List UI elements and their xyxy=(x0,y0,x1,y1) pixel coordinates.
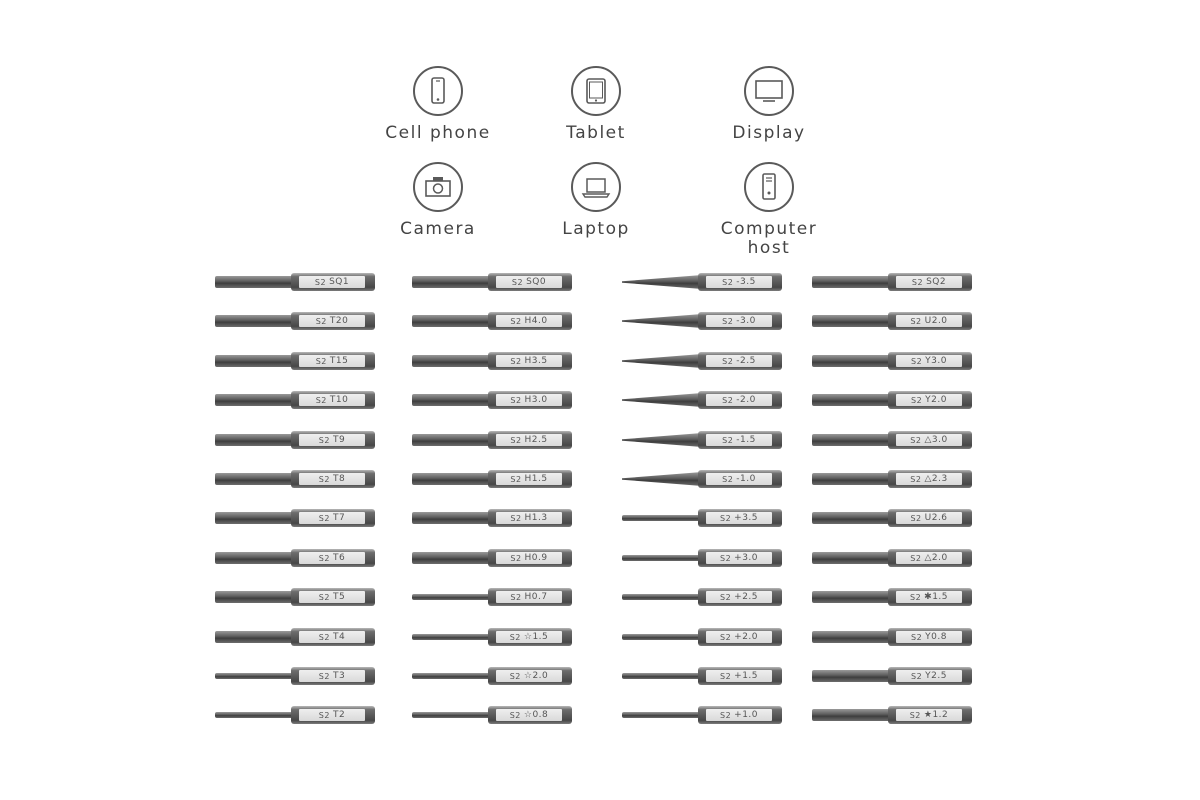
bit-label xyxy=(706,315,772,327)
bit-label xyxy=(299,276,365,288)
bit-material: S2 xyxy=(911,277,924,287)
bit-size: -3.5 xyxy=(736,277,756,287)
bit-shaft xyxy=(412,552,492,564)
bit-size: SQ2 xyxy=(926,277,947,287)
bit-size: SQ0 xyxy=(526,277,547,287)
bit-shaft xyxy=(215,631,295,643)
bit-shaft xyxy=(622,634,702,640)
bit-hex-body xyxy=(488,391,572,409)
bit-shaft xyxy=(412,594,492,600)
screwdriver-bit xyxy=(812,547,987,569)
bit-material: S2 xyxy=(315,356,327,366)
bit-hex-body xyxy=(291,706,375,724)
bit-shaft xyxy=(412,355,492,367)
bit-label xyxy=(896,315,962,327)
bit-label xyxy=(299,473,365,485)
bit-material: S2 xyxy=(510,356,522,366)
bit-material: S2 xyxy=(315,316,327,326)
bit-size: T15 xyxy=(329,356,349,366)
bit-label xyxy=(896,670,962,682)
bit-hex-body xyxy=(888,391,972,409)
screwdriver-bit xyxy=(812,626,987,648)
bit-material: S2 xyxy=(909,710,921,720)
bit-hex-body xyxy=(291,273,375,291)
bit-shaft xyxy=(215,394,295,406)
bit-size: U2.6 xyxy=(924,513,948,523)
screwdriver-bit xyxy=(412,310,587,332)
bit-hex-body xyxy=(488,706,572,724)
screwdriver-bit xyxy=(622,429,797,451)
bit-material: S2 xyxy=(510,592,522,602)
bit-material: S2 xyxy=(722,395,734,405)
device-label: Camera xyxy=(400,219,476,239)
bit-shaft xyxy=(215,673,295,679)
screwdriver-bit xyxy=(412,429,587,451)
screwdriver-bit xyxy=(412,586,587,608)
screwdriver-bit xyxy=(215,429,390,451)
bit-size: ☆1.5 xyxy=(523,632,549,642)
bit-size: -2.0 xyxy=(736,395,756,405)
bit-label xyxy=(706,552,772,564)
bit-hex-body xyxy=(291,391,375,409)
bit-material: S2 xyxy=(315,395,327,405)
bit-size: U2.0 xyxy=(924,316,948,326)
bit-hex-body xyxy=(888,312,972,330)
screwdriver-bit xyxy=(622,626,797,648)
bit-label xyxy=(299,631,365,643)
bit-shaft xyxy=(622,472,702,486)
bit-size: ☆0.8 xyxy=(523,710,549,720)
bit-shaft xyxy=(412,634,492,640)
bit-hex-body xyxy=(488,431,572,449)
bit-hex-body xyxy=(888,628,972,646)
bit-label xyxy=(706,434,772,446)
bit-shaft xyxy=(812,512,892,524)
device-label: Cell phone xyxy=(385,123,491,143)
bit-shaft xyxy=(622,673,702,679)
bit-size: H2.5 xyxy=(524,435,548,445)
bit-material: S2 xyxy=(318,435,330,445)
bit-hex-body xyxy=(698,549,782,567)
bit-hex-body xyxy=(888,549,972,567)
bit-hex-body xyxy=(888,509,972,527)
bit-shaft xyxy=(412,512,492,524)
screwdriver-bit xyxy=(812,468,987,490)
bit-hex-body xyxy=(888,352,972,370)
screwdriver-bit xyxy=(412,389,587,411)
bit-material: S2 xyxy=(509,632,521,642)
bit-hex-body xyxy=(488,312,572,330)
screwdriver-bit xyxy=(812,429,987,451)
bit-label xyxy=(496,631,562,643)
bit-hex-body xyxy=(698,667,782,685)
bit-shaft xyxy=(812,670,892,682)
bit-shaft xyxy=(215,276,295,288)
screwdriver-bit xyxy=(812,586,987,608)
bit-material: S2 xyxy=(911,671,923,681)
bit-hex-body xyxy=(291,352,375,370)
bit-label xyxy=(896,473,962,485)
screwdriver-bit xyxy=(215,704,390,726)
screwdriver-bit xyxy=(622,547,797,569)
bit-shaft xyxy=(812,276,892,288)
bit-hex-body xyxy=(698,312,782,330)
bit-size: T6 xyxy=(332,553,346,563)
bit-shaft xyxy=(622,275,702,289)
bit-label xyxy=(496,709,562,721)
bit-size: Y3.0 xyxy=(925,356,947,366)
device-label: Computer host xyxy=(720,219,818,258)
bit-shaft xyxy=(812,315,892,327)
bit-material: S2 xyxy=(722,316,734,326)
screwdriver-bit xyxy=(622,704,797,726)
screwdriver-bit xyxy=(812,389,987,411)
bit-hex-body xyxy=(698,706,782,724)
screwdriver-bit xyxy=(622,271,797,293)
bit-shaft xyxy=(215,712,295,718)
bit-shaft xyxy=(215,512,295,524)
bit-hex-body xyxy=(888,431,972,449)
bit-material: S2 xyxy=(511,277,524,287)
screwdriver-bit xyxy=(215,350,390,372)
bit-size: H3.5 xyxy=(524,356,548,366)
bit-label xyxy=(896,394,962,406)
screwdriver-bit xyxy=(412,626,587,648)
bit-size: +2.0 xyxy=(734,632,759,642)
bit-material: S2 xyxy=(719,553,732,563)
screwdriver-bit xyxy=(412,547,587,569)
bit-size: Y2.5 xyxy=(925,671,947,681)
bit-hex-body xyxy=(291,549,375,567)
bit-material: S2 xyxy=(318,553,330,563)
bit-hex-body xyxy=(291,312,375,330)
bit-size: -3.0 xyxy=(736,316,756,326)
bit-size: T20 xyxy=(329,316,349,326)
bit-shaft xyxy=(215,355,295,367)
bit-size: T7 xyxy=(332,513,346,523)
bit-label xyxy=(299,670,365,682)
screwdriver-bit xyxy=(215,310,390,332)
bit-material: S2 xyxy=(722,277,734,287)
screwdriver-bit xyxy=(622,310,797,332)
bit-label xyxy=(299,355,365,367)
bit-shaft xyxy=(412,712,492,718)
screwdriver-bit xyxy=(812,350,987,372)
bit-material: S2 xyxy=(510,316,522,326)
bit-label xyxy=(299,434,365,446)
bit-label xyxy=(299,315,365,327)
bit-shaft xyxy=(622,555,702,561)
bit-hex-body xyxy=(698,588,782,606)
bit-label xyxy=(496,473,562,485)
bit-size: +1.5 xyxy=(734,671,759,681)
device-label: Tablet xyxy=(566,123,626,143)
bit-material: S2 xyxy=(509,671,521,681)
screwdriver-bit xyxy=(622,389,797,411)
bit-label xyxy=(706,394,772,406)
bit-size: H0.9 xyxy=(524,553,548,563)
bit-material: S2 xyxy=(910,474,922,484)
bit-size: -1.0 xyxy=(736,474,756,484)
bit-hex-body xyxy=(488,549,572,567)
bit-hex-body xyxy=(698,352,782,370)
bit-label xyxy=(896,552,962,564)
bit-label xyxy=(896,512,962,524)
bit-size: T5 xyxy=(332,592,346,602)
bit-shaft xyxy=(812,591,892,603)
bit-material: S2 xyxy=(318,474,330,484)
screwdriver-bit xyxy=(812,507,987,529)
bit-shaft xyxy=(412,434,492,446)
bit-label xyxy=(896,276,962,288)
bit-label xyxy=(496,591,562,603)
bit-hex-body xyxy=(291,431,375,449)
screwdriver-bit xyxy=(812,665,987,687)
screwdriver-bit xyxy=(215,507,390,529)
bit-material: S2 xyxy=(510,474,522,484)
bit-shaft xyxy=(812,473,892,485)
screwdriver-bit xyxy=(215,389,390,411)
bit-size: H0.7 xyxy=(524,592,548,602)
bit-shaft xyxy=(622,515,702,521)
screwdriver-bit xyxy=(812,271,987,293)
bit-hex-body xyxy=(488,667,572,685)
bit-material: S2 xyxy=(911,356,923,366)
bit-label xyxy=(299,394,365,406)
bit-size: △2.3 xyxy=(924,474,948,484)
bit-label xyxy=(896,434,962,446)
bit-label xyxy=(706,591,772,603)
bit-shaft xyxy=(412,315,492,327)
bit-size: T8 xyxy=(332,474,346,484)
screwdriver-bit xyxy=(622,350,797,372)
bit-material: S2 xyxy=(510,395,522,405)
bit-material: S2 xyxy=(318,671,330,681)
bit-size: +3.5 xyxy=(734,513,759,523)
bit-label xyxy=(706,276,772,288)
screwdriver-bit xyxy=(215,271,390,293)
bit-material: S2 xyxy=(910,513,922,523)
bit-shaft xyxy=(215,434,295,446)
bit-material: S2 xyxy=(314,277,327,287)
bit-label xyxy=(496,355,562,367)
bit-label xyxy=(299,512,365,524)
screwdriver-bit xyxy=(622,468,797,490)
bit-label xyxy=(896,631,962,643)
bit-shaft xyxy=(215,552,295,564)
bit-label xyxy=(496,434,562,446)
bit-size: SQ1 xyxy=(329,277,350,287)
bit-shaft xyxy=(622,712,702,718)
bit-material: S2 xyxy=(719,592,732,602)
bit-shaft xyxy=(215,591,295,603)
bit-size: -2.5 xyxy=(736,356,756,366)
screwdriver-bit xyxy=(412,704,587,726)
bit-label xyxy=(706,709,772,721)
bit-size: T9 xyxy=(332,435,346,445)
bit-shaft xyxy=(812,434,892,446)
bit-shaft xyxy=(412,394,492,406)
bit-label xyxy=(496,315,562,327)
bit-size: ★1.2 xyxy=(923,710,949,720)
bit-shaft xyxy=(622,393,702,407)
screwdriver-bit xyxy=(215,665,390,687)
bit-label xyxy=(496,512,562,524)
bit-material: S2 xyxy=(318,632,330,642)
bit-material: S2 xyxy=(318,592,330,602)
bit-label xyxy=(496,276,562,288)
bit-hex-body xyxy=(291,470,375,488)
bit-label xyxy=(706,355,772,367)
screwdriver-bit xyxy=(215,468,390,490)
screwdriver-bit xyxy=(812,310,987,332)
bit-label xyxy=(896,355,962,367)
bit-material: S2 xyxy=(510,553,522,563)
device-label: Laptop xyxy=(562,219,630,239)
screwdriver-bit xyxy=(215,626,390,648)
bit-size: ☆2.0 xyxy=(523,671,549,681)
bit-hex-body xyxy=(291,628,375,646)
bit-size: Y2.0 xyxy=(925,395,947,405)
bit-hex-body xyxy=(888,706,972,724)
bit-label xyxy=(496,394,562,406)
bit-material: S2 xyxy=(911,395,923,405)
bit-material: S2 xyxy=(719,671,732,681)
bit-label xyxy=(706,631,772,643)
bit-label xyxy=(896,709,962,721)
screwdriver-bit xyxy=(215,586,390,608)
bit-size: Y0.8 xyxy=(925,632,947,642)
screwdriver-bit xyxy=(622,507,797,529)
bit-size: +1.0 xyxy=(734,710,759,720)
bit-hex-body xyxy=(698,431,782,449)
bit-label xyxy=(706,473,772,485)
bit-shaft xyxy=(812,552,892,564)
bit-hex-body xyxy=(291,667,375,685)
bit-size: -1.5 xyxy=(736,435,756,445)
bit-hex-body xyxy=(488,352,572,370)
bit-material: S2 xyxy=(910,435,922,445)
bit-size: T3 xyxy=(332,671,346,681)
bit-material: S2 xyxy=(318,710,330,720)
bit-hex-body xyxy=(698,391,782,409)
bit-material: S2 xyxy=(509,710,521,720)
bit-shaft xyxy=(622,314,702,328)
bit-hex-body xyxy=(488,273,572,291)
bit-shaft xyxy=(215,315,295,327)
bit-hex-body xyxy=(488,470,572,488)
bit-label xyxy=(896,591,962,603)
screwdriver-bit xyxy=(622,586,797,608)
bit-size: +3.0 xyxy=(734,553,759,563)
bit-hex-body xyxy=(698,470,782,488)
bit-size: T10 xyxy=(329,395,349,405)
screwdriver-bit xyxy=(412,665,587,687)
bit-material: S2 xyxy=(719,710,732,720)
bit-hex-body xyxy=(488,509,572,527)
bit-size: H1.5 xyxy=(524,474,548,484)
screwdriver-bit xyxy=(412,468,587,490)
bit-label xyxy=(299,709,365,721)
bit-material: S2 xyxy=(510,435,522,445)
bit-shaft xyxy=(812,394,892,406)
bit-label xyxy=(706,512,772,524)
bit-label xyxy=(299,591,365,603)
bit-size: H3.0 xyxy=(524,395,548,405)
screwdriver-bit xyxy=(215,547,390,569)
bit-hex-body xyxy=(291,509,375,527)
bit-shaft xyxy=(622,354,702,368)
bit-shaft xyxy=(812,355,892,367)
bit-hex-body xyxy=(888,273,972,291)
bit-material: S2 xyxy=(910,316,922,326)
bit-label xyxy=(496,670,562,682)
device-label: Display xyxy=(732,123,806,143)
bit-material: S2 xyxy=(722,356,734,366)
bit-shaft xyxy=(412,276,492,288)
bit-material: S2 xyxy=(719,513,732,523)
bit-size: △3.0 xyxy=(924,435,948,445)
bit-size: +2.5 xyxy=(734,592,759,602)
bit-size: T2 xyxy=(332,710,346,720)
bit-hex-body xyxy=(888,667,972,685)
bit-material: S2 xyxy=(719,632,732,642)
bit-material: S2 xyxy=(318,513,330,523)
bit-size: T4 xyxy=(332,632,346,642)
bit-hex-body xyxy=(698,628,782,646)
bit-shaft xyxy=(812,631,892,643)
screwdriver-bit xyxy=(412,507,587,529)
bit-shaft xyxy=(812,709,892,721)
bit-material: S2 xyxy=(911,632,923,642)
bit-material: S2 xyxy=(722,474,734,484)
bit-size: △2.0 xyxy=(924,553,948,563)
bit-shaft xyxy=(412,673,492,679)
bit-size: H4.0 xyxy=(524,316,548,326)
screwdriver-bit xyxy=(412,271,587,293)
bit-shaft xyxy=(622,433,702,447)
bit-size: H1.3 xyxy=(524,513,548,523)
bit-label xyxy=(299,552,365,564)
bit-material: S2 xyxy=(909,592,922,602)
bit-shaft xyxy=(622,594,702,600)
bit-hex-body xyxy=(888,470,972,488)
bit-label xyxy=(706,670,772,682)
bit-hex-body xyxy=(888,588,972,606)
bit-label xyxy=(496,552,562,564)
bit-shaft xyxy=(412,473,492,485)
bit-hex-body xyxy=(488,588,572,606)
bit-shaft xyxy=(215,473,295,485)
screwdriver-bit xyxy=(622,665,797,687)
bit-material: S2 xyxy=(510,513,522,523)
bit-hex-body xyxy=(698,509,782,527)
screwdriver-bit xyxy=(412,350,587,372)
bit-hex-body xyxy=(698,273,782,291)
bit-size: ✱1.5 xyxy=(924,592,949,602)
screwdriver-bit xyxy=(812,704,987,726)
bit-material: S2 xyxy=(910,553,922,563)
bit-hex-body xyxy=(488,628,572,646)
bit-material: S2 xyxy=(722,435,734,445)
bit-hex-body xyxy=(291,588,375,606)
